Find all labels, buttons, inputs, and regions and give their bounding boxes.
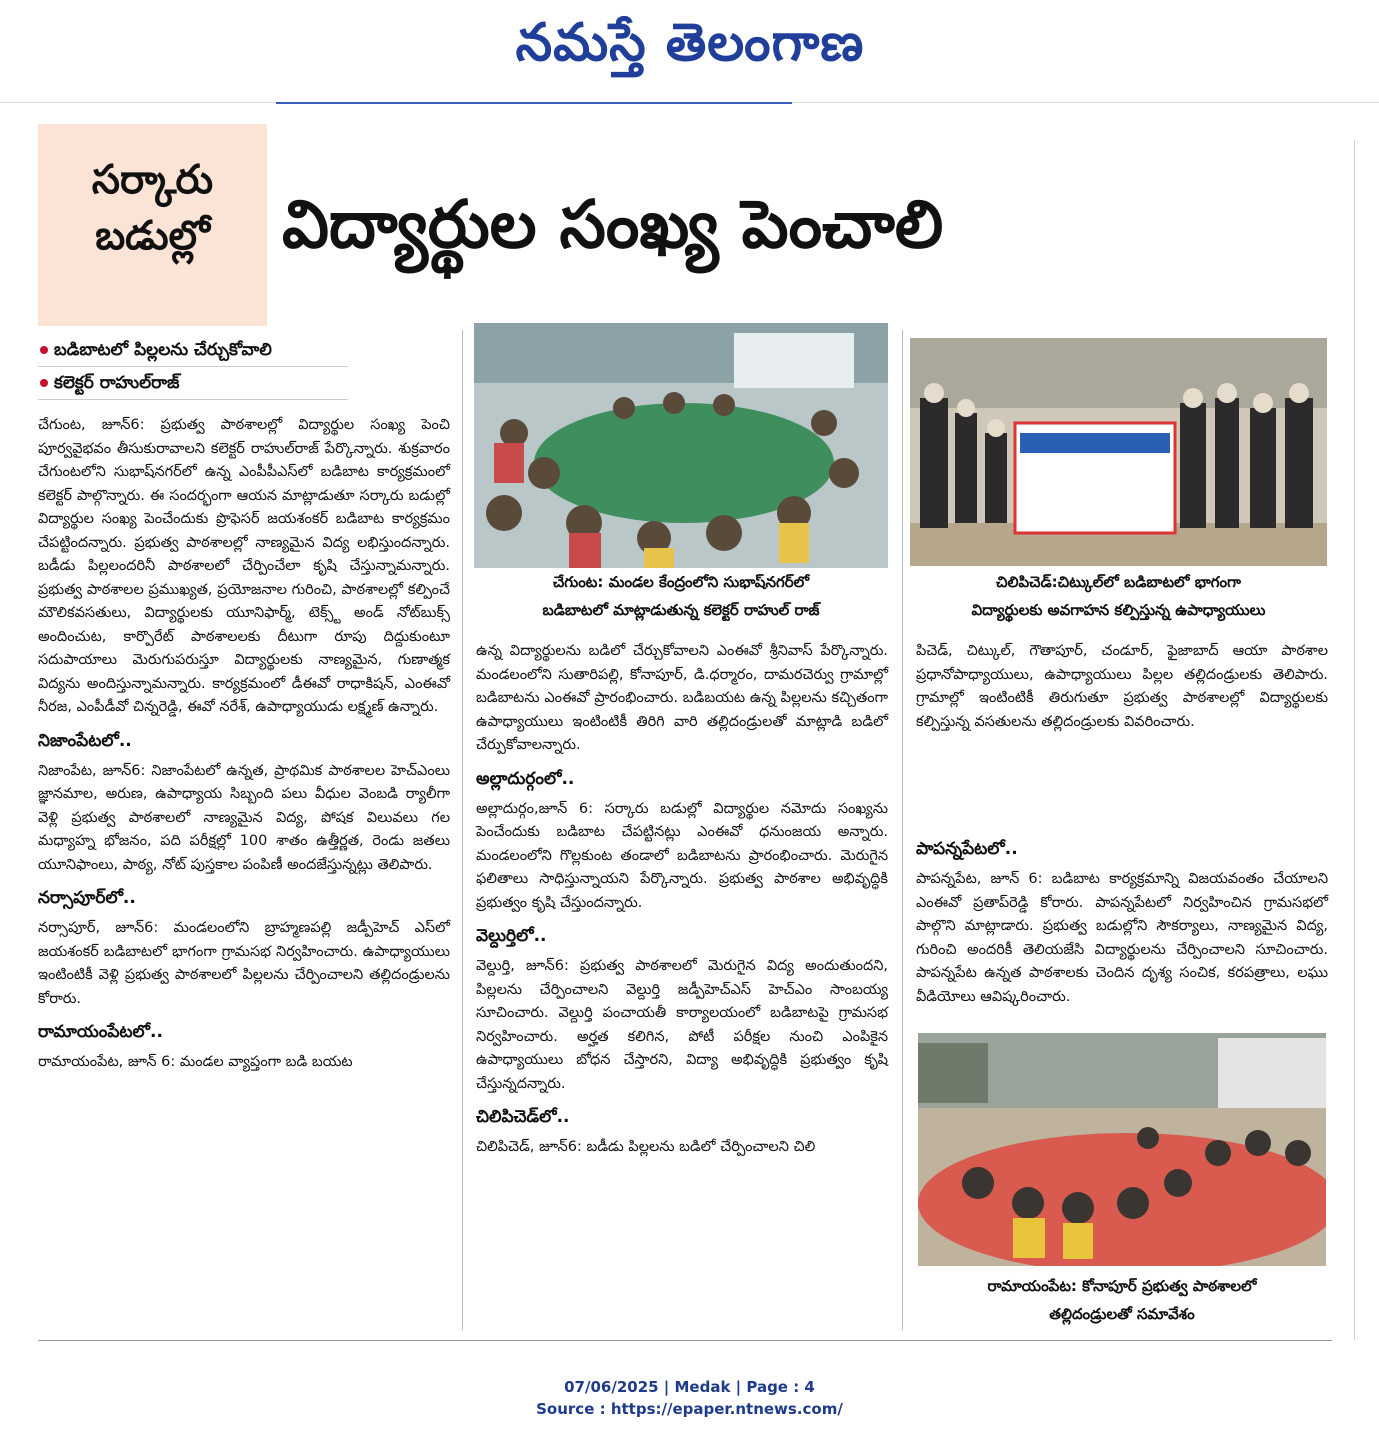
paragraph: పిచెడ్, చిట్కుల్, గౌతాపూర్, చండూర్, ఫైజాబాద్ ఆయా పాఠశాల ప్రధానోపాధ్యాయులు, ఉపాధ్యాయులు పిల్లల తల్లిదండ్రులకు తెలిపారు. గ్రామాల్లో ఇంటింటికీ తిరుగుతూ ప్రభుత్వ పాఠశాలల్లో విద్యార్థులకు కల్పిస్తున్న వసతులను తల్లిదండ్రులకు వివరించారు. (916, 643, 1328, 730)
section-subheading: అల్లాదుర్గంలో.. (476, 768, 575, 789)
photo-students-banner (910, 338, 1327, 566)
bullet-point: కలెక్టర్ రాహుల్‌రాజ్ (38, 367, 348, 400)
article-column-1 (38, 414, 450, 1079)
section-subheading: వెల్దుర్తిలో.. (476, 926, 547, 946)
paragraph: చిలిపిచెడ్, జూన్6: బడీడు పిల్లలను బడిలో చేర్పించాలని చిలి (476, 1139, 816, 1155)
subheadline-bullets (38, 334, 348, 400)
headline-kicker (38, 124, 267, 326)
paragraph: రామాయంపేట, జూన్ 6: మండల వ్యాప్తంగా బడి బయట (38, 1054, 353, 1070)
page-margin-line (1354, 140, 1355, 1340)
kicker-line-2: బడుల్లో (95, 213, 210, 259)
footer-source: Source : https://epaper.ntnews.com/ (536, 1400, 843, 1418)
kicker-line-1: సర్కారు (91, 157, 214, 203)
paragraph: పాపన్నపేట, జూన్ 6: బడిబాట కార్యక్రమాన్ని విజయవంతం చేయాలని ఎంఈవో ప్రతాప్‌రెడ్డి కోరారు. పాపన్నపేటలో నిర్వహించిన గ్రామసభలో పాల్గొని మాట్లాడారు. ప్రభుత్వ బడుల్లోని సౌకర్యాలు, నాణ్యమైన విద్య, గురించి అందరికీ తెలియజేసి విద్యార్థులను చేర్పించాలని సూచించారు. పాపన్నపేట ఉన్నత పాఠశాలకు చెందిన దృశ్య సంచిక, కరపత్రాలు, లఘు వీడియోలు ఆవిష్కరించారు. (916, 871, 1328, 1005)
column-divider (902, 330, 903, 1330)
photo-caption (474, 568, 888, 624)
main-headline: విద్యార్థుల సంఖ్య పెంచాలి (282, 186, 944, 263)
paragraph: అల్లాదుర్గం,జూన్ 6: సర్కారు బడుల్లో విద్యార్థుల నమోదు సంఖ్యను పెంచేందుకు బడిబాట చేపట్టినట్లు ఎంఈవో ధనుంజయ అన్నారు. మండలంలోని గొల్లకుంట తండాలో బడిబాటను ప్రారంభించారు. మెరుగైన ఫలితాలు సాధిస్తున్నాయని పేర్కొన్నారు. ప్రభుత్వ పాఠశాల అభివృద్ధికి ప్రభుత్వం కృషి చేస్తుందన్నారు. (476, 800, 888, 911)
footer-date-edition: 07/06/2025 | Medak | Page : 4 (564, 1378, 815, 1396)
section-subheading: నర్సాపూర్‌లో.. (38, 888, 136, 908)
photo-parents-meeting (918, 1033, 1326, 1266)
article-column-2 (476, 640, 888, 1164)
section-subheading: నిజాంపేటలో.. (38, 730, 132, 751)
photo-caption (910, 568, 1327, 624)
paragraph: ఉన్న విద్యార్థులను బడిలో చేర్చుకోవాలని ఎంఈవో శ్రీనివాస్ పేర్కొన్నారు. మండలంలోని సుతారిపల్లి, కోనాపూర్, డి.ధర్మారం, దామరచెర్వు గ్రామాల్లో బడిబాటను ఎంఈవో ప్రారంభించారు. బడిబయట ఉన్న పిల్లలను కచ్చితంగా ఉపాధ్యాయులు ఇంటింటికీ తిరిగి వారి తల్లిదండ్రులతో మాట్లాడి బడిలో చేర్పుకోవాలన్నారు. (476, 643, 888, 753)
caption-line: విద్యార్థులకు అవగాహన కల్పిస్తున్న ఉపాధ్యాయులు (971, 601, 1266, 619)
column-divider (462, 330, 463, 1330)
masthead (0, 0, 1379, 100)
newspaper-logo: నమస్తే తెలంగాణ (515, 12, 865, 73)
section-subheading: రామాయంపేటలో.. (38, 1022, 163, 1042)
masthead-accent-line (276, 102, 792, 104)
paragraph: నర్సాపూర్, జూన్6: మండలంలోని బ్రాహ్మణపల్లి జడ్పీహెచ్ ఎస్‌లో జయశంకర్ బడిబాటలో భాగంగా గ్రామసభ నిర్వహించారు. ఉపాధ్యాయులు ఇంటింటికీ వెళ్లి ప్రభుత్వ పాఠశాలలో పిల్లలను చేర్పించాలని తల్లిదండ్రులను కోరారు. (38, 920, 450, 1007)
caption-line: రామాయంపేట: కోనాపూర్ ప్రభుత్వ పాఠశాలలో (987, 1277, 1257, 1295)
section-subheading: చిలిపిచెడ్‌లో.. (476, 1107, 570, 1127)
paragraph: చేగుంట, జూన్6: ప్రభుత్వ పాఠశాలల్లో విద్యార్థుల సంఖ్య పెంచి పూర్వవైభవం తీసుకురావాలని కలెక్టర్ రాహుల్‌రాజ్ పేర్కొన్నారు. శుక్రవారం చేగుంటలోని సుభాష్‌నగర్‌లో ఉన్న ఎంపీపీఎస్‌లో బడిబాట కార్యక్రమంలో కలెక్టర్ పాల్గొన్నారు. ఈ సందర్భంగా ఆయన మాట్లాడుతూ సర్కారు బడుల్లో విద్యార్థుల సంఖ్య పెంచేందుకు ప్రొఫెసర్ జయశంకర్ బడిబాట కార్యక్రమం చేపట్టిందన్నారు. ప్రభుత్వ పాఠశాలల్లో నాణ్యమైన విద్య లభిస్తుందన్నారు. బడీడు పిల్లలందరినీ పాఠశాలలో చేర్పించేలా కృషి చేస్తున్నామన్నారు. ప్రభుత్వ పాఠశాలల ప్రముఖ్యత, ప్రయోజనాల గురించి, పాఠశాలల్లో కల్పించే మౌలికవసతులు, విద్యార్థులకు యూనిఫార్మ్, టెక్స్ట్ అండ్ నోట్‌బుక్స్ అందించుట, కార్పొరేట్ పాఠశాలలకు దీటుగా రూపు దిద్దుకుంటూ సదుపాయాలు మెరుగుపరుస్తూ విద్యార్థులకు నాణ్యమైన, గుణాత్మక విద్యను అందిస్తున్నామన్నారు. కార్యక్రమంలో డీఈవో రాధాకిషన్, ఎంఈవో నీరజ, ఎంపీడీవో చిన్నరెడ్డి, ఈవో నరేశ్, ఉపాధ్యాయుడు లక్ష్మణ్ ఉన్నారు. (38, 417, 450, 715)
caption-line: తల్లిదండ్రులతో సమావేశం (1049, 1305, 1195, 1323)
article-column-3-continued (916, 836, 1328, 1013)
caption-line: చేగుంట: మండల కేంద్రంలోని సుభాష్‌నగర్‌లో (552, 573, 810, 591)
photo-caption (918, 1272, 1326, 1328)
photo-collector-meeting (474, 323, 888, 568)
article-column-3 (916, 640, 1328, 738)
caption-line: చిలిపిచెడ్:చిట్కుల్‌లో బడిబాటలో భాగంగా (996, 573, 1241, 591)
paragraph: నిజాంపేట, జూన్6: నిజాంపేటలో ఉన్నత, ప్రాథమిక పాఠశాలల హెచ్‌ఎంలు జ్ఞానమాల, అరుణ, ఉపాధ్యాయ సిబ్బంది పలు వీధుల వెంబడి ర్యాలీగా వెళ్లి ప్రభుత్వ పాఠశాలలో నాణ్యమైన విద్య, పోషక విలువలు గల మధ్యాహ్న భోజనం, పది పరీక్షల్లో 100 శాతం ఉత్తీర్ణత, రెండు జతలు యూనిఫాంలు, పాఠ్య, నోట్ పుస్తకాల పంపిణీ అందజేస్తున్నట్లు తెలిపారు. (38, 762, 450, 873)
page-bottom-divider (38, 1340, 1332, 1341)
page-footer (0, 1376, 1379, 1420)
section-subheading: పాపన్నపేటలో.. (916, 839, 1018, 859)
bullet-point: బడిబాటలో పిల్లలను చేర్చుకోవాలి (38, 334, 348, 367)
caption-line: బడిబాటలో మాట్లాడుతున్న కలెక్టర్ రాహుల్ రాజ్ (542, 601, 820, 619)
paragraph: వెల్దుర్తి, జూన్6: ప్రభుత్వ పాఠశాలలో మెరుగైన విద్య అందుతుందని, పిల్లలను చేర్పించాలని వెల్దుర్తి జడ్పీహెచ్‌ఎస్ హెచ్‌ఎం సాంబయ్య సూచించారు. వెల్దుర్తి పంచాయతీ కార్యాలయంలో బడిబాటపై గ్రామసభ నిర్వహించారు. అర్హత కలిగిన, పోటీ పరీక్షల నుంచి ఎంపికైన ఉపాధ్యాయులు బోధన చేస్తారని, విద్యా అభివృద్ధికి ప్రభుత్వం కృషి చేస్తున్నదన్నారు. (476, 958, 888, 1092)
